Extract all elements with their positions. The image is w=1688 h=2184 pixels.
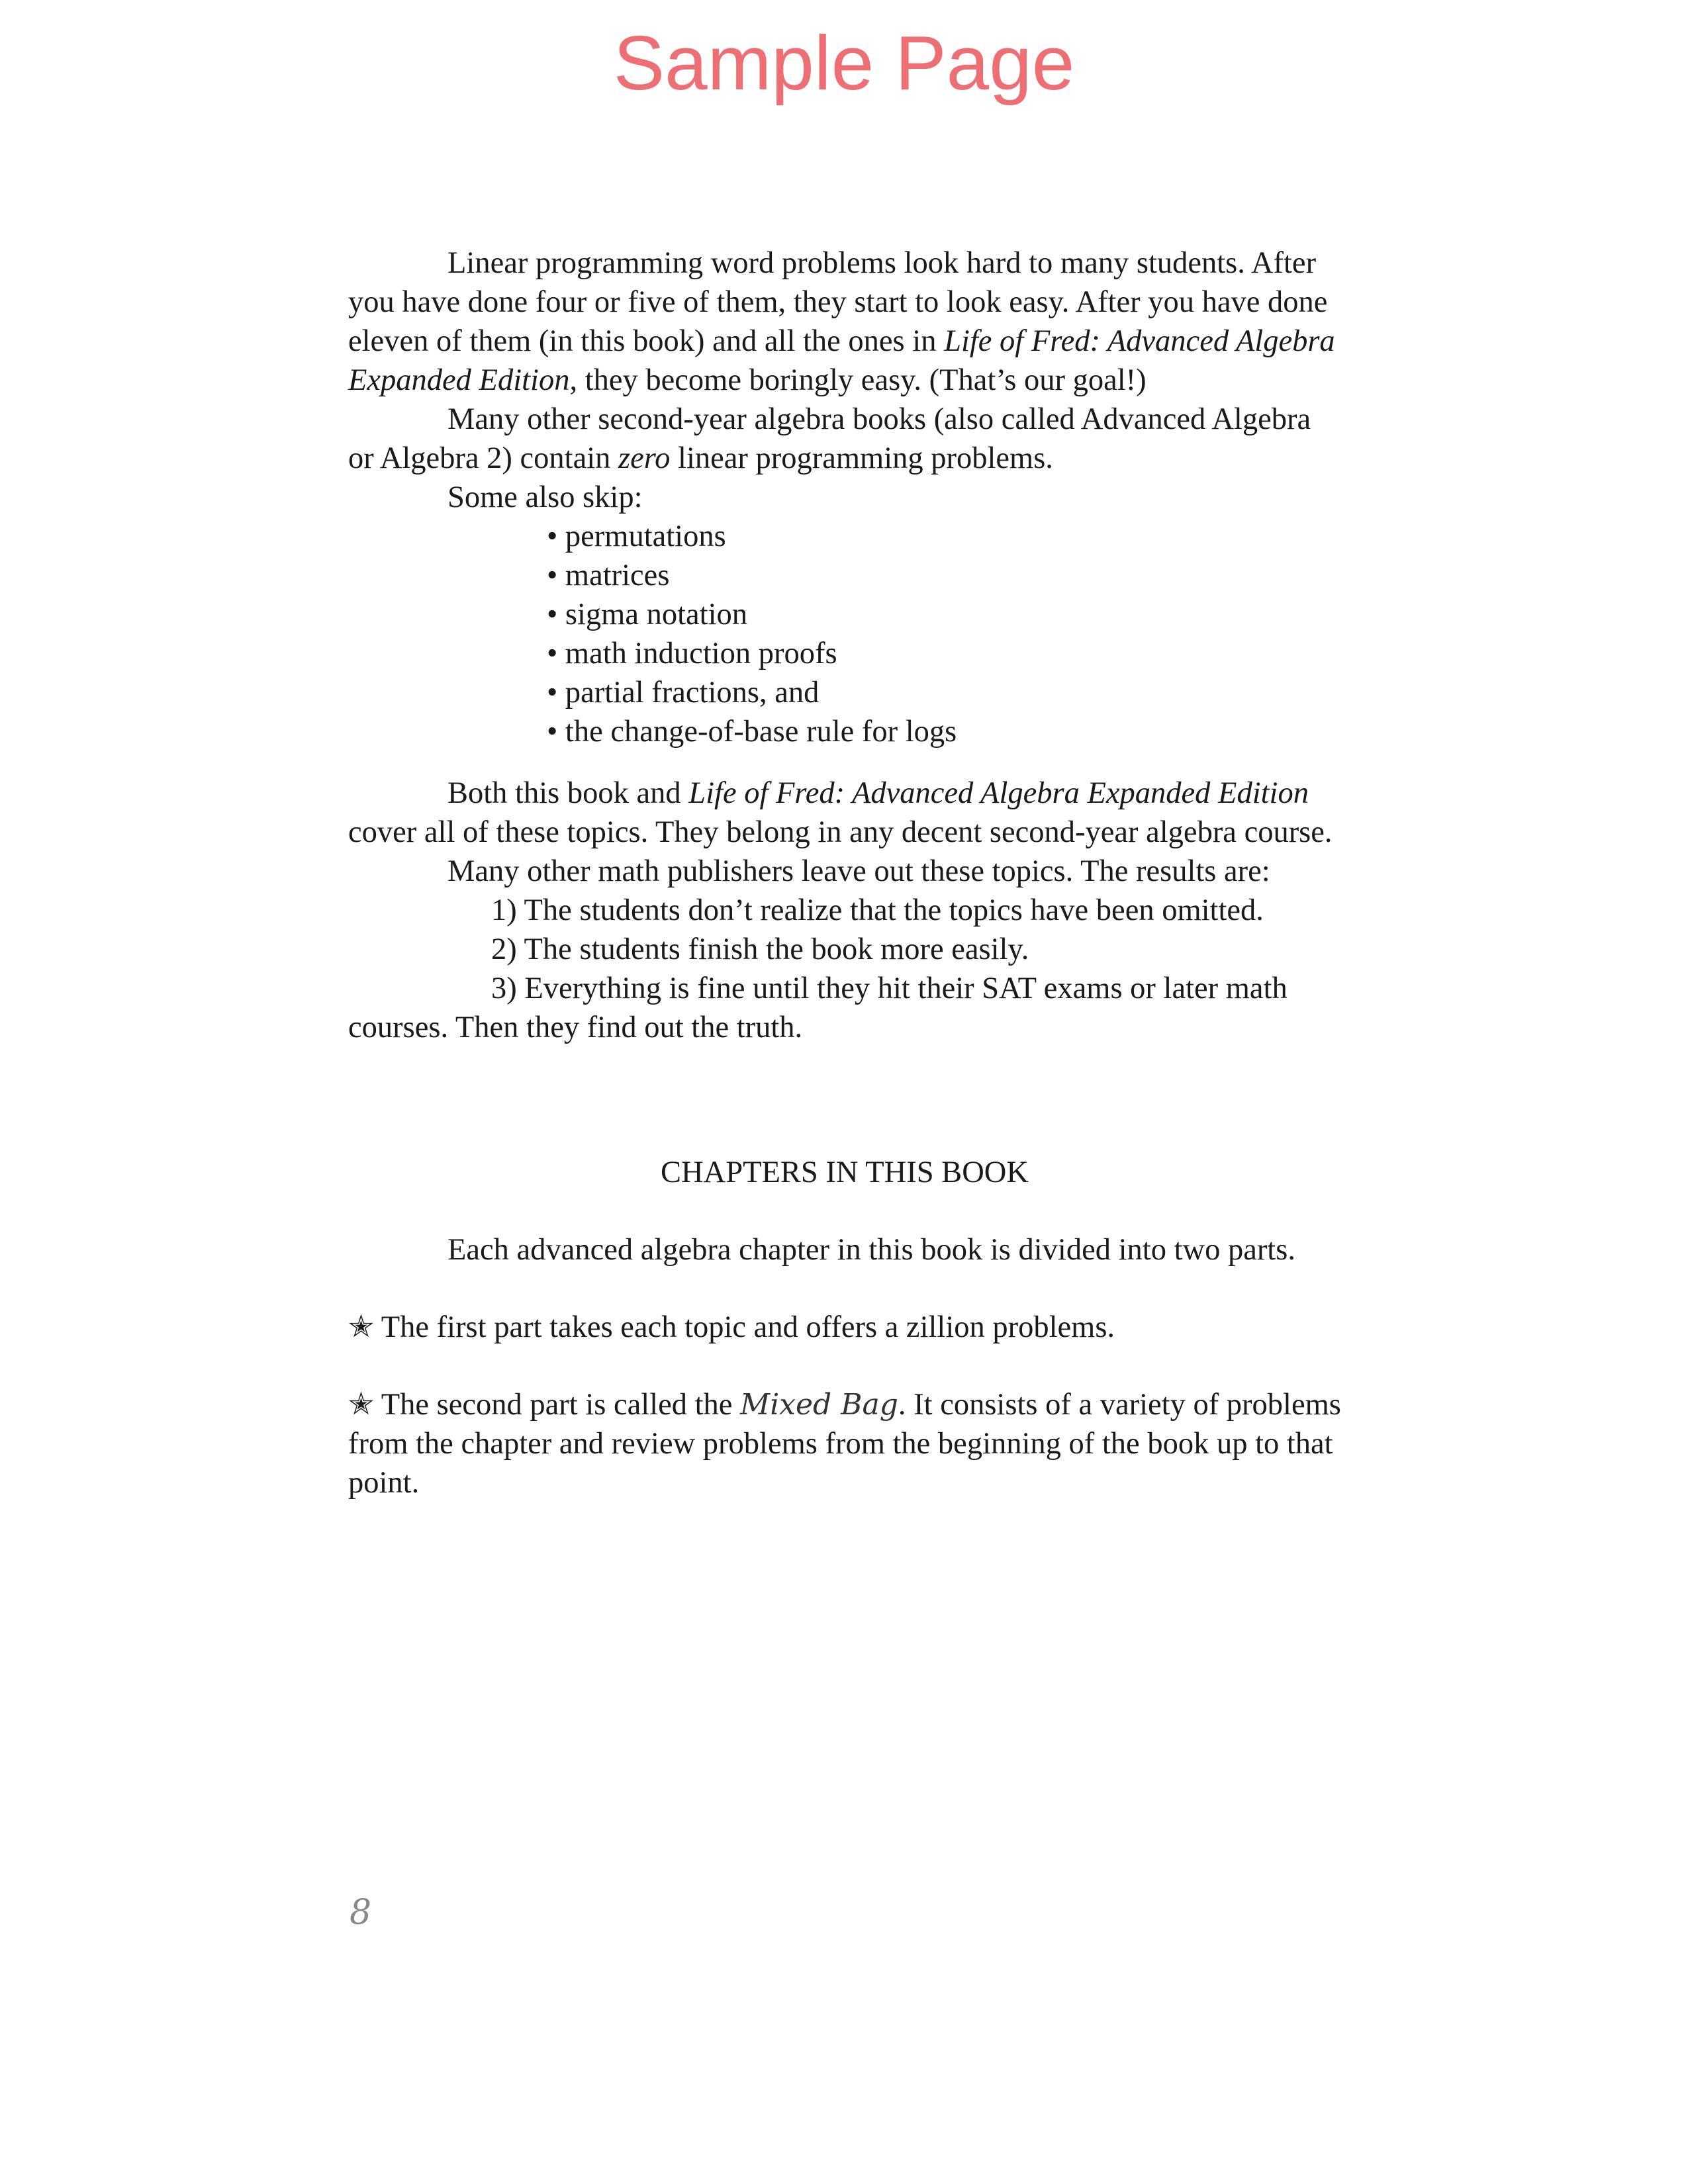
list-item: • sigma notation <box>547 598 747 631</box>
mixed-bag-label: Mixed Bag <box>740 1388 898 1422</box>
result-item: 1) The students don’t realize that the topics have been omitted. <box>491 893 1264 927</box>
star-icon: ✭ <box>348 1310 374 1344</box>
paragraph-second-part <box>348 1385 1341 1502</box>
paragraph-text: . It consists of a variety of problems from the chapter and review problems from the beginning of the book up to that point. <box>348 1388 1341 1500</box>
paragraph-text: , they become boringly easy. (That’s our goal!) <box>569 363 1147 397</box>
star-icon: ✭ <box>348 1388 374 1422</box>
list-item: • matrices <box>547 559 670 592</box>
sample-page-watermark: Sample Page <box>613 20 1075 106</box>
page-body <box>348 244 1341 1502</box>
skipped-topics-list <box>348 517 1341 751</box>
paragraph-publishers: Many other math publishers leave out these topics. The results are: <box>447 854 1270 888</box>
book-title: Life of Fred: Advanced Algebra Expanded Edition <box>348 324 1335 397</box>
list-item: • the change-of-base rule for logs <box>547 715 957 749</box>
spacer <box>348 1047 1341 1153</box>
result-item: 3) Everything is fine until they hit their SAT exams or later math courses. Then they find out the truth. <box>348 972 1288 1044</box>
paragraph-text: The second part is called the <box>373 1388 741 1422</box>
paragraph-linear-programming <box>348 244 1341 400</box>
result-item: 2) The students finish the book more easily. <box>491 933 1029 966</box>
list-item: • partial fractions, and <box>547 676 820 709</box>
list-item: • math induction proofs <box>547 637 837 670</box>
emphasis-zero: zero <box>618 441 671 475</box>
spacer <box>348 1269 1341 1308</box>
paragraph-text: Both this book and <box>447 776 689 810</box>
paragraph-text: The first part takes each topic and offers a zillion problems. <box>373 1310 1115 1344</box>
page-number: 8 <box>350 1893 372 1933</box>
spacer <box>348 1347 1341 1385</box>
book-title: Life of Fred: Advanced Algebra Expanded Edition <box>688 776 1309 810</box>
paragraph-both-books <box>348 774 1341 852</box>
paragraph-chapter-parts: Each advanced algebra chapter in this book is divided into two parts. <box>447 1233 1295 1267</box>
list-item: • permutations <box>547 520 726 553</box>
section-heading: CHAPTERS IN THIS BOOK <box>661 1156 1029 1189</box>
spacer <box>348 751 1341 774</box>
paragraph-text: Many other second-year algebra books (also called Advanced Algebra or Algebra 2) contain <box>348 402 1311 475</box>
paragraph-text: Linear programming word problems look hard to many students. After you have done four or five of them, they start to look easy. After you have done eleven of them (in this book) and all the ones in <box>348 246 1328 358</box>
paragraph-text: linear programming problems. <box>670 441 1053 475</box>
spacer <box>348 1192 1341 1230</box>
paragraph-other-books <box>348 400 1341 478</box>
paragraph-some-skip: Some also skip: <box>447 480 643 514</box>
paragraph-first-part <box>348 1308 1341 1347</box>
paragraph-text: cover all of these topics. They belong in any decent second-year algebra course. <box>348 815 1333 849</box>
